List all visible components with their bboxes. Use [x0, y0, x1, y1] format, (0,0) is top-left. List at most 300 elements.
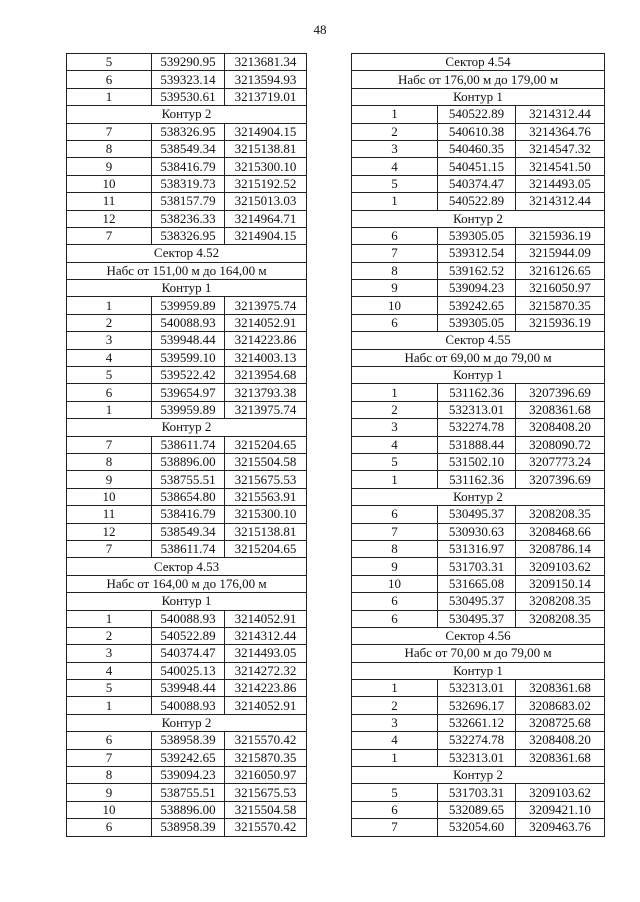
coordinate-row	[352, 593, 605, 610]
x-coordinate: 538416.79	[152, 158, 225, 175]
x-coordinate: 540451.15	[438, 158, 516, 175]
x-coordinate: 539959.89	[152, 401, 225, 418]
coordinate-row	[67, 523, 307, 540]
point-number: 2	[352, 401, 438, 418]
section-header: Контур 2	[67, 419, 307, 436]
point-number: 6	[67, 71, 152, 88]
x-coordinate: 540088.93	[152, 610, 225, 627]
point-number: 5	[352, 453, 438, 470]
section-header-row	[352, 627, 605, 644]
x-coordinate: 538755.51	[152, 471, 225, 488]
y-coordinate: 3214964.71	[225, 210, 307, 227]
section-header-row	[352, 88, 605, 105]
y-coordinate: 3214364.76	[516, 123, 605, 140]
coordinate-row	[352, 680, 605, 697]
point-number: 2	[67, 314, 152, 331]
section-header-row	[352, 488, 605, 505]
y-coordinate: 3215563.91	[225, 488, 307, 505]
section-header: Сектор 4.56	[352, 627, 605, 644]
x-coordinate: 538416.79	[152, 506, 225, 523]
x-coordinate: 532054.60	[438, 819, 516, 836]
y-coordinate: 3214003.13	[225, 349, 307, 366]
x-coordinate: 538896.00	[152, 453, 225, 470]
point-number: 1	[352, 384, 438, 401]
x-coordinate: 530495.37	[438, 610, 516, 627]
x-coordinate: 538611.74	[152, 436, 225, 453]
y-coordinate: 3209150.14	[516, 575, 605, 592]
coordinates-table-left	[66, 53, 307, 837]
point-number: 10	[67, 488, 152, 505]
x-coordinate: 532274.78	[438, 419, 516, 436]
point-number: 12	[67, 523, 152, 540]
section-header-row	[67, 558, 307, 575]
y-coordinate: 3214052.91	[225, 314, 307, 331]
y-coordinate: 3213681.34	[225, 54, 307, 71]
y-coordinate: 3215300.10	[225, 506, 307, 523]
coordinate-row	[67, 662, 307, 679]
section-header: Контур 2	[67, 106, 307, 123]
y-coordinate: 3216126.65	[516, 262, 605, 279]
x-coordinate: 539599.10	[152, 349, 225, 366]
point-number: 4	[352, 732, 438, 749]
y-coordinate: 3209463.76	[516, 819, 605, 836]
coordinate-row	[352, 575, 605, 592]
point-number: 6	[67, 732, 152, 749]
x-coordinate: 539522.42	[152, 367, 225, 384]
section-header: Набс от 164,00 м до 176,00 м	[67, 575, 307, 592]
point-number: 8	[352, 540, 438, 557]
y-coordinate: 3208208.35	[516, 506, 605, 523]
y-coordinate: 3215204.65	[225, 540, 307, 557]
y-coordinate: 3216050.97	[516, 280, 605, 297]
coordinate-row	[352, 819, 605, 836]
point-number: 6	[67, 384, 152, 401]
point-number: 11	[67, 506, 152, 523]
point-number: 8	[67, 140, 152, 157]
point-number: 1	[352, 471, 438, 488]
section-header-row	[67, 575, 307, 592]
y-coordinate: 3213975.74	[225, 401, 307, 418]
section-header-row	[352, 54, 605, 71]
coordinate-row	[352, 245, 605, 262]
y-coordinate: 3208208.35	[516, 610, 605, 627]
y-coordinate: 3208361.68	[516, 401, 605, 418]
coordinate-row	[67, 88, 307, 105]
coordinate-row	[352, 714, 605, 731]
coordinate-row	[352, 106, 605, 123]
point-number: 8	[67, 453, 152, 470]
coordinate-row	[352, 175, 605, 192]
x-coordinate: 540088.93	[152, 697, 225, 714]
coordinate-row	[67, 767, 307, 784]
x-coordinate: 532661.12	[438, 714, 516, 731]
coordinate-row	[67, 627, 307, 644]
y-coordinate: 3214493.05	[225, 645, 307, 662]
y-coordinate: 3209421.10	[516, 801, 605, 818]
y-coordinate: 3215936.19	[516, 314, 605, 331]
y-coordinate: 3208361.68	[516, 680, 605, 697]
x-coordinate: 532313.01	[438, 749, 516, 766]
x-coordinate: 538236.33	[152, 210, 225, 227]
x-coordinate: 531502.10	[438, 453, 516, 470]
section-header: Сектор 4.55	[352, 332, 605, 349]
point-number: 1	[352, 749, 438, 766]
coordinate-row	[352, 506, 605, 523]
y-coordinate: 3215870.35	[516, 297, 605, 314]
y-coordinate: 3215192.52	[225, 175, 307, 192]
x-coordinate: 538326.95	[152, 123, 225, 140]
point-number: 11	[67, 193, 152, 210]
coordinate-row	[67, 193, 307, 210]
section-header-row	[352, 645, 605, 662]
x-coordinate: 532313.01	[438, 680, 516, 697]
x-coordinate: 539305.05	[438, 227, 516, 244]
y-coordinate: 3208090.72	[516, 436, 605, 453]
coordinate-row	[67, 471, 307, 488]
coordinate-row	[67, 349, 307, 366]
y-coordinate: 3214223.86	[225, 680, 307, 697]
point-number: 10	[352, 297, 438, 314]
section-header-row	[352, 332, 605, 349]
coordinate-row	[352, 801, 605, 818]
x-coordinate: 531316.97	[438, 540, 516, 557]
coordinate-row	[67, 819, 307, 836]
coordinate-row	[352, 193, 605, 210]
y-coordinate: 3214547.32	[516, 140, 605, 157]
point-number: 2	[352, 123, 438, 140]
point-number: 4	[67, 349, 152, 366]
coordinate-row	[352, 471, 605, 488]
coordinate-row	[67, 697, 307, 714]
x-coordinate: 530495.37	[438, 593, 516, 610]
x-coordinate: 531162.36	[438, 384, 516, 401]
point-number: 5	[67, 367, 152, 384]
section-header: Контур 2	[352, 767, 605, 784]
point-number: 1	[67, 401, 152, 418]
section-header-row	[67, 419, 307, 436]
point-number: 6	[352, 227, 438, 244]
x-coordinate: 540522.89	[152, 627, 225, 644]
coordinate-row	[352, 436, 605, 453]
coordinate-row	[352, 523, 605, 540]
point-number: 8	[352, 262, 438, 279]
y-coordinate: 3214312.44	[516, 106, 605, 123]
coordinate-row	[352, 297, 605, 314]
x-coordinate: 532696.17	[438, 697, 516, 714]
x-coordinate: 538958.39	[152, 819, 225, 836]
x-coordinate: 539094.23	[438, 280, 516, 297]
section-header: Контур 1	[352, 662, 605, 679]
y-coordinate: 3208683.02	[516, 697, 605, 714]
coordinate-row	[67, 436, 307, 453]
point-number: 7	[352, 523, 438, 540]
point-number: 1	[67, 88, 152, 105]
x-coordinate: 532274.78	[438, 732, 516, 749]
y-coordinate: 3207396.69	[516, 384, 605, 401]
point-number: 6	[352, 593, 438, 610]
x-coordinate: 531888.44	[438, 436, 516, 453]
coordinate-row	[67, 645, 307, 662]
coordinate-row	[67, 54, 307, 71]
section-header: Набс от 151,00 м до 164,00 м	[67, 262, 307, 279]
point-number: 7	[67, 540, 152, 557]
coordinate-row	[352, 453, 605, 470]
coordinate-row	[67, 384, 307, 401]
y-coordinate: 3215300.10	[225, 158, 307, 175]
section-header: Набс от 176,00 м до 179,00 м	[352, 71, 605, 88]
section-header-row	[67, 245, 307, 262]
x-coordinate: 538958.39	[152, 732, 225, 749]
section-header: Контур 1	[67, 593, 307, 610]
point-number: 5	[67, 680, 152, 697]
point-number: 3	[352, 419, 438, 436]
x-coordinate: 538611.74	[152, 540, 225, 557]
coordinate-row	[67, 401, 307, 418]
y-coordinate: 3208208.35	[516, 593, 605, 610]
coordinate-row	[67, 332, 307, 349]
point-number: 9	[352, 280, 438, 297]
section-header-row	[67, 714, 307, 731]
y-coordinate: 3214904.15	[225, 227, 307, 244]
point-number: 9	[67, 471, 152, 488]
point-number: 1	[352, 193, 438, 210]
x-coordinate: 540025.13	[152, 662, 225, 679]
x-coordinate: 539290.95	[152, 54, 225, 71]
section-header-row	[67, 262, 307, 279]
section-header-row	[67, 106, 307, 123]
y-coordinate: 3215675.53	[225, 784, 307, 801]
point-number: 12	[67, 210, 152, 227]
coordinate-row	[67, 610, 307, 627]
point-number: 6	[67, 819, 152, 836]
point-number: 4	[352, 158, 438, 175]
section-header-row	[352, 349, 605, 366]
coordinate-row	[352, 384, 605, 401]
section-header: Контур 1	[67, 280, 307, 297]
y-coordinate: 3213954.68	[225, 367, 307, 384]
coordinate-row	[67, 801, 307, 818]
coordinate-row	[352, 262, 605, 279]
x-coordinate: 539530.61	[152, 88, 225, 105]
coordinate-row	[352, 540, 605, 557]
point-number: 5	[352, 175, 438, 192]
coordinate-row	[67, 506, 307, 523]
y-coordinate: 3208468.66	[516, 523, 605, 540]
section-header-row	[67, 593, 307, 610]
coordinate-row	[67, 540, 307, 557]
x-coordinate: 539323.14	[152, 71, 225, 88]
y-coordinate: 3215870.35	[225, 749, 307, 766]
point-number: 10	[67, 801, 152, 818]
y-coordinate: 3216050.97	[225, 767, 307, 784]
y-coordinate: 3214052.91	[225, 697, 307, 714]
coordinate-row	[352, 732, 605, 749]
y-coordinate: 3214493.05	[516, 175, 605, 192]
y-coordinate: 3208725.68	[516, 714, 605, 731]
point-number: 4	[67, 662, 152, 679]
section-header: Набс от 69,00 м до 79,00 м	[352, 349, 605, 366]
point-number: 1	[352, 680, 438, 697]
coordinate-row	[352, 697, 605, 714]
point-number: 9	[352, 558, 438, 575]
point-number: 10	[67, 175, 152, 192]
coordinate-row	[67, 158, 307, 175]
point-number: 8	[67, 767, 152, 784]
section-header: Контур 2	[352, 210, 605, 227]
point-number: 3	[67, 332, 152, 349]
y-coordinate: 3214223.86	[225, 332, 307, 349]
y-coordinate: 3214272.32	[225, 662, 307, 679]
y-coordinate: 3208786.14	[516, 540, 605, 557]
x-coordinate: 540522.89	[438, 106, 516, 123]
coordinate-row	[67, 680, 307, 697]
section-header-row	[352, 210, 605, 227]
x-coordinate: 539312.54	[438, 245, 516, 262]
coordinate-row	[67, 123, 307, 140]
coordinate-row	[67, 175, 307, 192]
coordinate-row	[352, 227, 605, 244]
y-coordinate: 3208408.20	[516, 732, 605, 749]
y-coordinate: 3215570.42	[225, 732, 307, 749]
y-coordinate: 3215138.81	[225, 140, 307, 157]
point-number: 7	[67, 436, 152, 453]
point-number: 1	[67, 610, 152, 627]
x-coordinate: 538549.34	[152, 523, 225, 540]
coordinate-row	[352, 419, 605, 436]
coordinate-row	[352, 558, 605, 575]
coordinate-row	[67, 71, 307, 88]
x-coordinate: 539242.65	[152, 749, 225, 766]
y-coordinate: 3207773.24	[516, 453, 605, 470]
coordinate-row	[67, 140, 307, 157]
x-coordinate: 539654.97	[152, 384, 225, 401]
section-header-row	[352, 367, 605, 384]
section-header: Контур 2	[352, 488, 605, 505]
coordinate-row	[352, 280, 605, 297]
coordinate-row	[352, 158, 605, 175]
y-coordinate: 3215944.09	[516, 245, 605, 262]
coordinate-row	[67, 732, 307, 749]
x-coordinate: 531703.31	[438, 558, 516, 575]
y-coordinate: 3208408.20	[516, 419, 605, 436]
y-coordinate: 3208361.68	[516, 749, 605, 766]
coordinate-row	[352, 401, 605, 418]
coordinate-row	[67, 453, 307, 470]
x-coordinate: 539959.89	[152, 297, 225, 314]
x-coordinate: 538549.34	[152, 140, 225, 157]
x-coordinate: 532089.65	[438, 801, 516, 818]
point-number: 6	[352, 801, 438, 818]
point-number: 9	[67, 158, 152, 175]
x-coordinate: 538326.95	[152, 227, 225, 244]
section-header: Сектор 4.53	[67, 558, 307, 575]
x-coordinate: 530495.37	[438, 506, 516, 523]
x-coordinate: 540088.93	[152, 314, 225, 331]
x-coordinate: 538654.80	[152, 488, 225, 505]
section-header-row	[67, 280, 307, 297]
point-number: 7	[67, 749, 152, 766]
y-coordinate: 3213594.93	[225, 71, 307, 88]
y-coordinate: 3209103.62	[516, 784, 605, 801]
x-coordinate: 530930.63	[438, 523, 516, 540]
point-number: 7	[67, 123, 152, 140]
y-coordinate: 3215936.19	[516, 227, 605, 244]
point-number: 6	[352, 314, 438, 331]
y-coordinate: 3214541.50	[516, 158, 605, 175]
point-number: 5	[352, 784, 438, 801]
x-coordinate: 538755.51	[152, 784, 225, 801]
y-coordinate: 3215204.65	[225, 436, 307, 453]
coordinate-row	[352, 123, 605, 140]
y-coordinate: 3215504.58	[225, 453, 307, 470]
section-header: Сектор 4.54	[352, 54, 605, 71]
coordinates-table-right	[351, 53, 605, 837]
x-coordinate: 540522.89	[438, 193, 516, 210]
y-coordinate: 3215013.03	[225, 193, 307, 210]
coordinate-row	[352, 610, 605, 627]
point-number: 7	[67, 227, 152, 244]
point-number: 3	[67, 645, 152, 662]
x-coordinate: 540460.35	[438, 140, 516, 157]
x-coordinate: 531162.36	[438, 471, 516, 488]
point-number: 1	[67, 297, 152, 314]
coordinate-row	[67, 227, 307, 244]
coordinate-row	[67, 749, 307, 766]
point-number: 7	[352, 819, 438, 836]
y-coordinate: 3215504.58	[225, 801, 307, 818]
x-coordinate: 539162.52	[438, 262, 516, 279]
y-coordinate: 3215675.53	[225, 471, 307, 488]
page-number: 48	[313, 22, 327, 37]
point-number: 6	[352, 506, 438, 523]
coordinate-row	[67, 210, 307, 227]
x-coordinate: 538319.73	[152, 175, 225, 192]
y-coordinate: 3215570.42	[225, 819, 307, 836]
x-coordinate: 539948.44	[152, 332, 225, 349]
x-coordinate: 540374.47	[438, 175, 516, 192]
x-coordinate: 539242.65	[438, 297, 516, 314]
y-coordinate: 3213793.38	[225, 384, 307, 401]
coordinate-row	[352, 140, 605, 157]
x-coordinate: 531665.08	[438, 575, 516, 592]
coordinate-row	[352, 784, 605, 801]
point-number: 2	[67, 627, 152, 644]
y-coordinate: 3213975.74	[225, 297, 307, 314]
y-coordinate: 3214312.44	[225, 627, 307, 644]
x-coordinate: 539305.05	[438, 314, 516, 331]
section-header: Контур 2	[67, 714, 307, 731]
point-number: 6	[352, 610, 438, 627]
point-number: 4	[352, 436, 438, 453]
y-coordinate: 3213719.01	[225, 88, 307, 105]
point-number: 3	[352, 714, 438, 731]
point-number: 3	[352, 140, 438, 157]
coordinate-row	[67, 488, 307, 505]
x-coordinate: 539094.23	[152, 767, 225, 784]
section-header: Контур 1	[352, 88, 605, 105]
x-coordinate: 532313.01	[438, 401, 516, 418]
point-number: 10	[352, 575, 438, 592]
coordinate-row	[67, 784, 307, 801]
section-header: Сектор 4.52	[67, 245, 307, 262]
coordinate-row	[67, 314, 307, 331]
x-coordinate: 538896.00	[152, 801, 225, 818]
point-number: 5	[67, 54, 152, 71]
y-coordinate: 3215138.81	[225, 523, 307, 540]
x-coordinate: 539948.44	[152, 680, 225, 697]
section-header-row	[352, 71, 605, 88]
coordinate-row	[67, 297, 307, 314]
